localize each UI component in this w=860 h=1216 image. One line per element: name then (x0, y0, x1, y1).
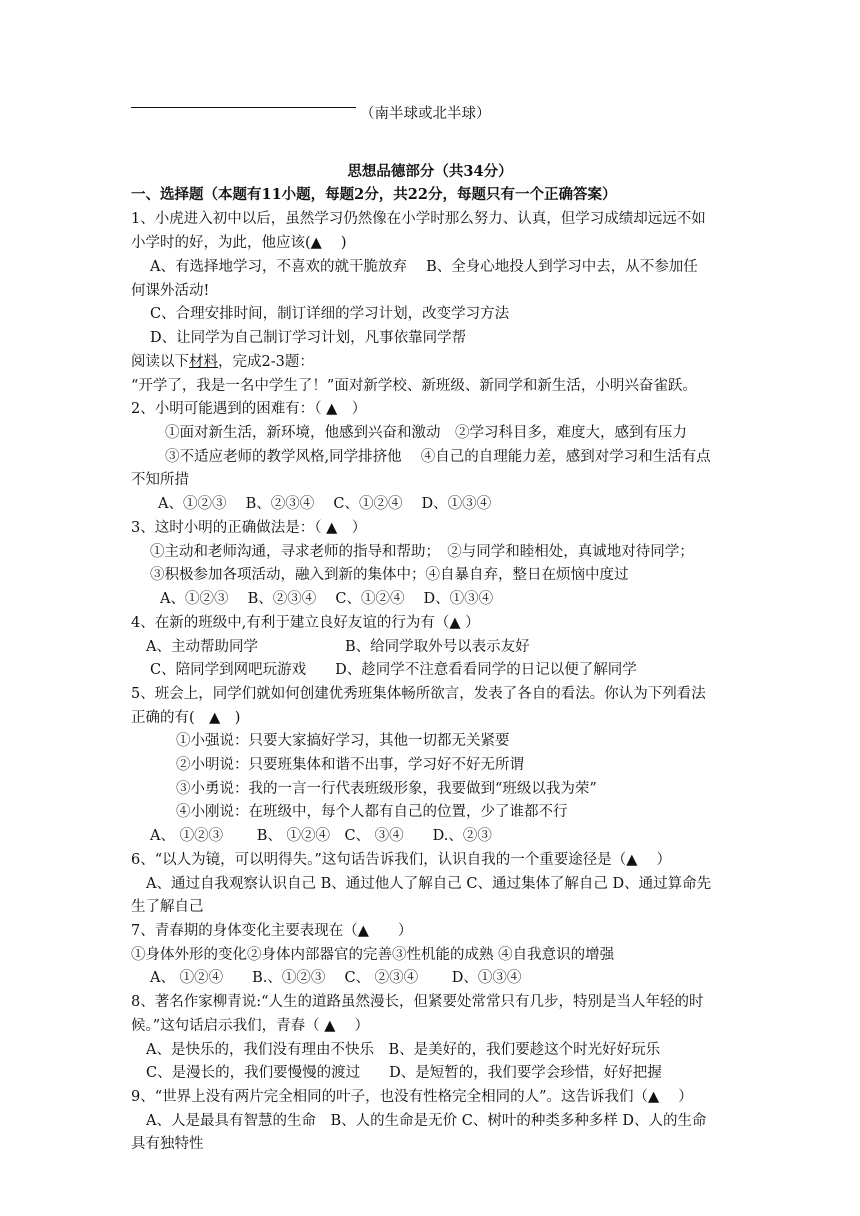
q4-stem: 4、在新的班级中,有利于建立良好友谊的行为有（▲ ） (131, 615, 480, 631)
q5-answers: A、 ①②③ B、 ①②④ C、 ③④ D.、②③ (150, 828, 492, 844)
q5-option-4: ④小刚说：在班级中，每个人都有自己的位置，少了谁都不行 (176, 804, 568, 820)
q4-options-cd: C、陪同学到网吧玩游戏 D、趁同学不注意看看同学的日记以便了解同学 (150, 662, 637, 678)
q7-options: ①身体外形的变化②身体内部器官的完善③性机能的成熟 ④自我意识的增强 (131, 947, 615, 963)
q6-answers-2: 生了解自己 (131, 899, 204, 915)
q9-answers-2: 具有独特性 (131, 1136, 204, 1152)
part-heading: 一、选择题（本题有11小题，每题2分，共22分，每题只有一个正确答案） (131, 186, 617, 203)
q5-option-1: ①小强说：只要大家搞好学习，其他一切都无关紧要 (176, 733, 510, 749)
q5-option-3: ③小勇说：我的一言一行代表班级形象，我要做到“班级以我为荣” (176, 781, 597, 797)
q8-options-cd: C、是漫长的，我们要慢慢的渡过 D、是短暂的，我们要学会珍惜，好好把握 (146, 1065, 662, 1081)
material-intro-pre: 阅读以下 (131, 354, 189, 370)
q2-answers: A、①②③ B、②③④ C、①②④ D、①③④ (158, 496, 492, 512)
q1-option-ab: A、有选择地学习，不喜欢的就干脆放弃 B、全身心地投人到学习中去，从不参加任 (150, 259, 698, 275)
q5-stem-1: 5、班会上，同学们就如何创建优秀班集体畅所欲言，发表了各自的看法。你认为下列看法 (131, 686, 706, 702)
q3-answers: A、①②③ B、②③④ C、①②④ D、①③④ (160, 591, 494, 607)
q7-answers: A、 ①②④ B.、①②③ C、 ②③④ D、①③④ (150, 970, 522, 986)
q6-stem: 6、“以人为镜，可以明得失。”这句话告诉我们，认识自我的一个重要途径是（▲ ） (131, 852, 672, 868)
q3-options-12: ①主动和老师沟通，寻求老师的指导和帮助； ②与同学和睦相处，真诚地对待同学； (150, 544, 694, 560)
q4-options-ab: A、主动帮助同学 B、给同学取外号以表示友好 (146, 639, 530, 655)
material-intro (131, 352, 314, 372)
answer-blank-line (131, 107, 356, 108)
q2-options-34-cont: 不知所措 (131, 472, 189, 488)
material-text: “开学了，我是一名中学生了！”面对新学校、新班级、新同学和新生活，小明兴奋雀跃。 (131, 378, 697, 394)
q8-stem-1: 8、著名作家柳青说:“人生的道路虽然漫长，但紧要处常常只有几步，特别是当人年轻的时 (131, 994, 704, 1010)
q9-answers-1: A、人是最具有智慧的生命 B、人的生命是无价 C、树叶的种类多种多样 D、人的生命 (146, 1113, 707, 1129)
q1-option-d: D、让同学为自己制订学习计划，凡事依靠同学帮 (150, 330, 467, 346)
q3-options-34: ③积极参加各项活动，融入到新的集体中；④自暴自弃，整日在烦恼中度过 (150, 567, 629, 583)
q7-stem: 7、青春期的身体变化主要表现在（▲ ） (131, 923, 413, 939)
q2-stem: 2、小明可能遇到的困难有：（ ▲ ） (131, 401, 367, 417)
q1-option-c: C、合理安排时间，制订详细的学习计划，改变学习方法 (150, 306, 510, 322)
q1-option-ab-cont: 何课外活动! (131, 283, 210, 299)
q3-stem: 3、这时小明的正确做法是：（ ▲ ） (131, 520, 367, 536)
section-title: 思想品德部分（共34分） (347, 163, 513, 180)
q8-options-ab: A、是快乐的，我们没有理由不快乐 B、是美好的，我们要趁这个时光好好玩乐 (146, 1042, 661, 1058)
q1-stem-2: 小学时的好，为此，他应该(▲ ) (131, 235, 347, 251)
q2-options-12: ①面对新生活，新环境，他感到兴奋和激动 ②学习科目多，难度大，感到有压力 (165, 425, 687, 441)
q9-stem: 9、“世界上没有两片完全相同的叶子，也没有性格完全相同的人”。这告诉我们（▲ ） (131, 1089, 693, 1105)
q8-stem-2: 候。”这句话启示我们，青春（ ▲ ） (131, 1018, 370, 1034)
material-intro-post: ，完成2-3题： (218, 354, 314, 370)
q6-answers-1: A、通过自我观察认识自己 B、通过他人了解自己 C、通过集体了解自己 D、通过算命先 (146, 876, 712, 892)
q2-options-34: ③不适应老师的教学风格,同学排挤他 ④自己的自理能力差，感到对学习和生活有点 (165, 449, 711, 465)
q5-option-2: ②小明说：只要班集体和谐不出事，学习好不好无所谓 (176, 757, 524, 773)
q5-stem-2: 正确的有( ▲ ) (131, 710, 241, 726)
q1-stem-1: 1、小虎进入初中以后，虽然学习仍然像在小学时那么努力、认真，但学习成绩却远远不如 (131, 211, 706, 227)
hemisphere-hint: （南半球或北半球） (360, 106, 491, 122)
material-link[interactable]: 材料 (189, 354, 218, 370)
